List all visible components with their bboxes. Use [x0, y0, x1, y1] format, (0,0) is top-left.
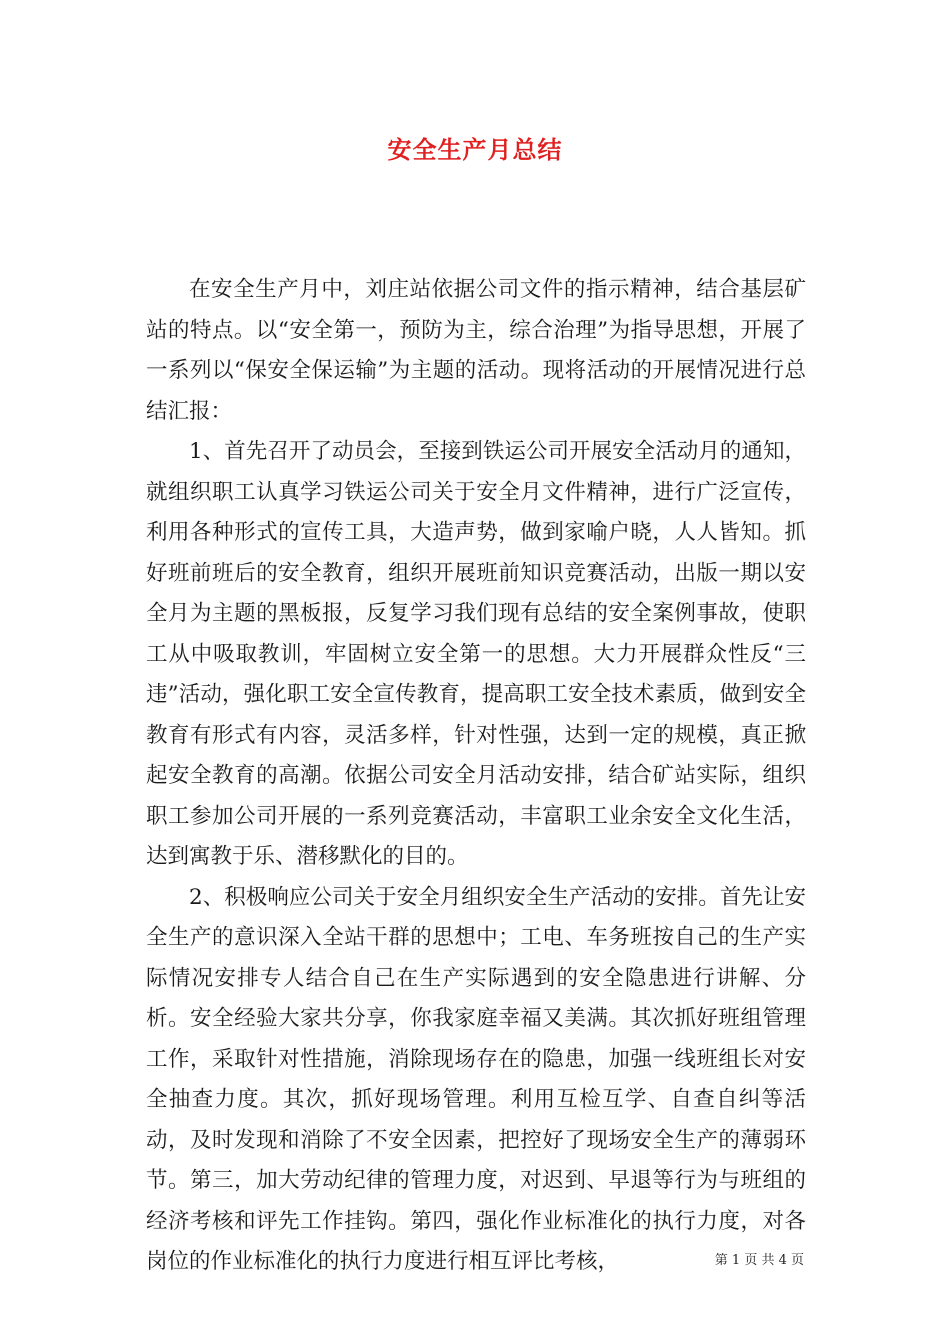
document-title: 安全生产月总结 — [387, 135, 563, 164]
paragraph-intro: 在安全生产月中，刘庄站依据公司文件的指示精神，结合基层矿站的特点。以“安全第一，预防为主，综合治理”为指导思想，开展了一系列以“保安全保运输”为主题的活动。现将活动的开展情况进行总结汇报： — [146, 277, 806, 424]
document-body — [146, 270, 806, 1283]
paragraph-item-1: 1、首先召开了动员会，至接到铁运公司开展安全活动月的通知，就组织职工认真学习铁运公司关于安全月文件精神，进行广泛宣传，利用各种形式的宣传工具，大造声势，做到家喻户晓，人人皆知。抓好班前班后的安全教育，组织开展班前知识竞赛活动，出版一期以安全月为主题的黑板报，反复学习我们现有总结的安全案例事故，使职工从中吸取教训，牢固树立安全第一的思想。大力开展群众性反“三违”活动，强化职工安全宣传教育，提高职工安全技术素质，做到安全教育有形式有内容，灵活多样，针对性强，达到一定的规模，真正掀起安全教育的高潮。依据公司安全月活动安排，结合矿站实际，组织职工参加公司开展的一系列竞赛活动，丰富职工业余安全文化生活，达到寓教于乐、潜移默化的目的。 — [146, 439, 806, 869]
page-number: 第 1 页 共 4 页 — [714, 1253, 804, 1268]
paragraph-item-2: 2、积极响应公司关于安全月组织安全生产活动的安排。首先让安全生产的意识深入全站干群的思想中；工电、车务班按自己的生产实际情况安排专人结合自己在生产实际遇到的安全隐患进行讲解、分析。安全经验大家共分享，你我家庭幸福又美满。其次抓好班组管理工作，采取针对性措施，消除现场存在的隐患，加强一线班组长对安全抽查力度。其次，抓好现场管理。利用互检互学、自查自纠等活动，及时发现和消除了不安全因素，把控好了现场安全生产的薄弱环节。第三，加大劳动纪律的管理力度，对迟到、早退等行为与班组的经济考核和评先工作挂钩。第四，强化作业标准化的执行力度，对各岗位的作业标准化的执行力度进行相互评比考核， — [146, 884, 806, 1274]
